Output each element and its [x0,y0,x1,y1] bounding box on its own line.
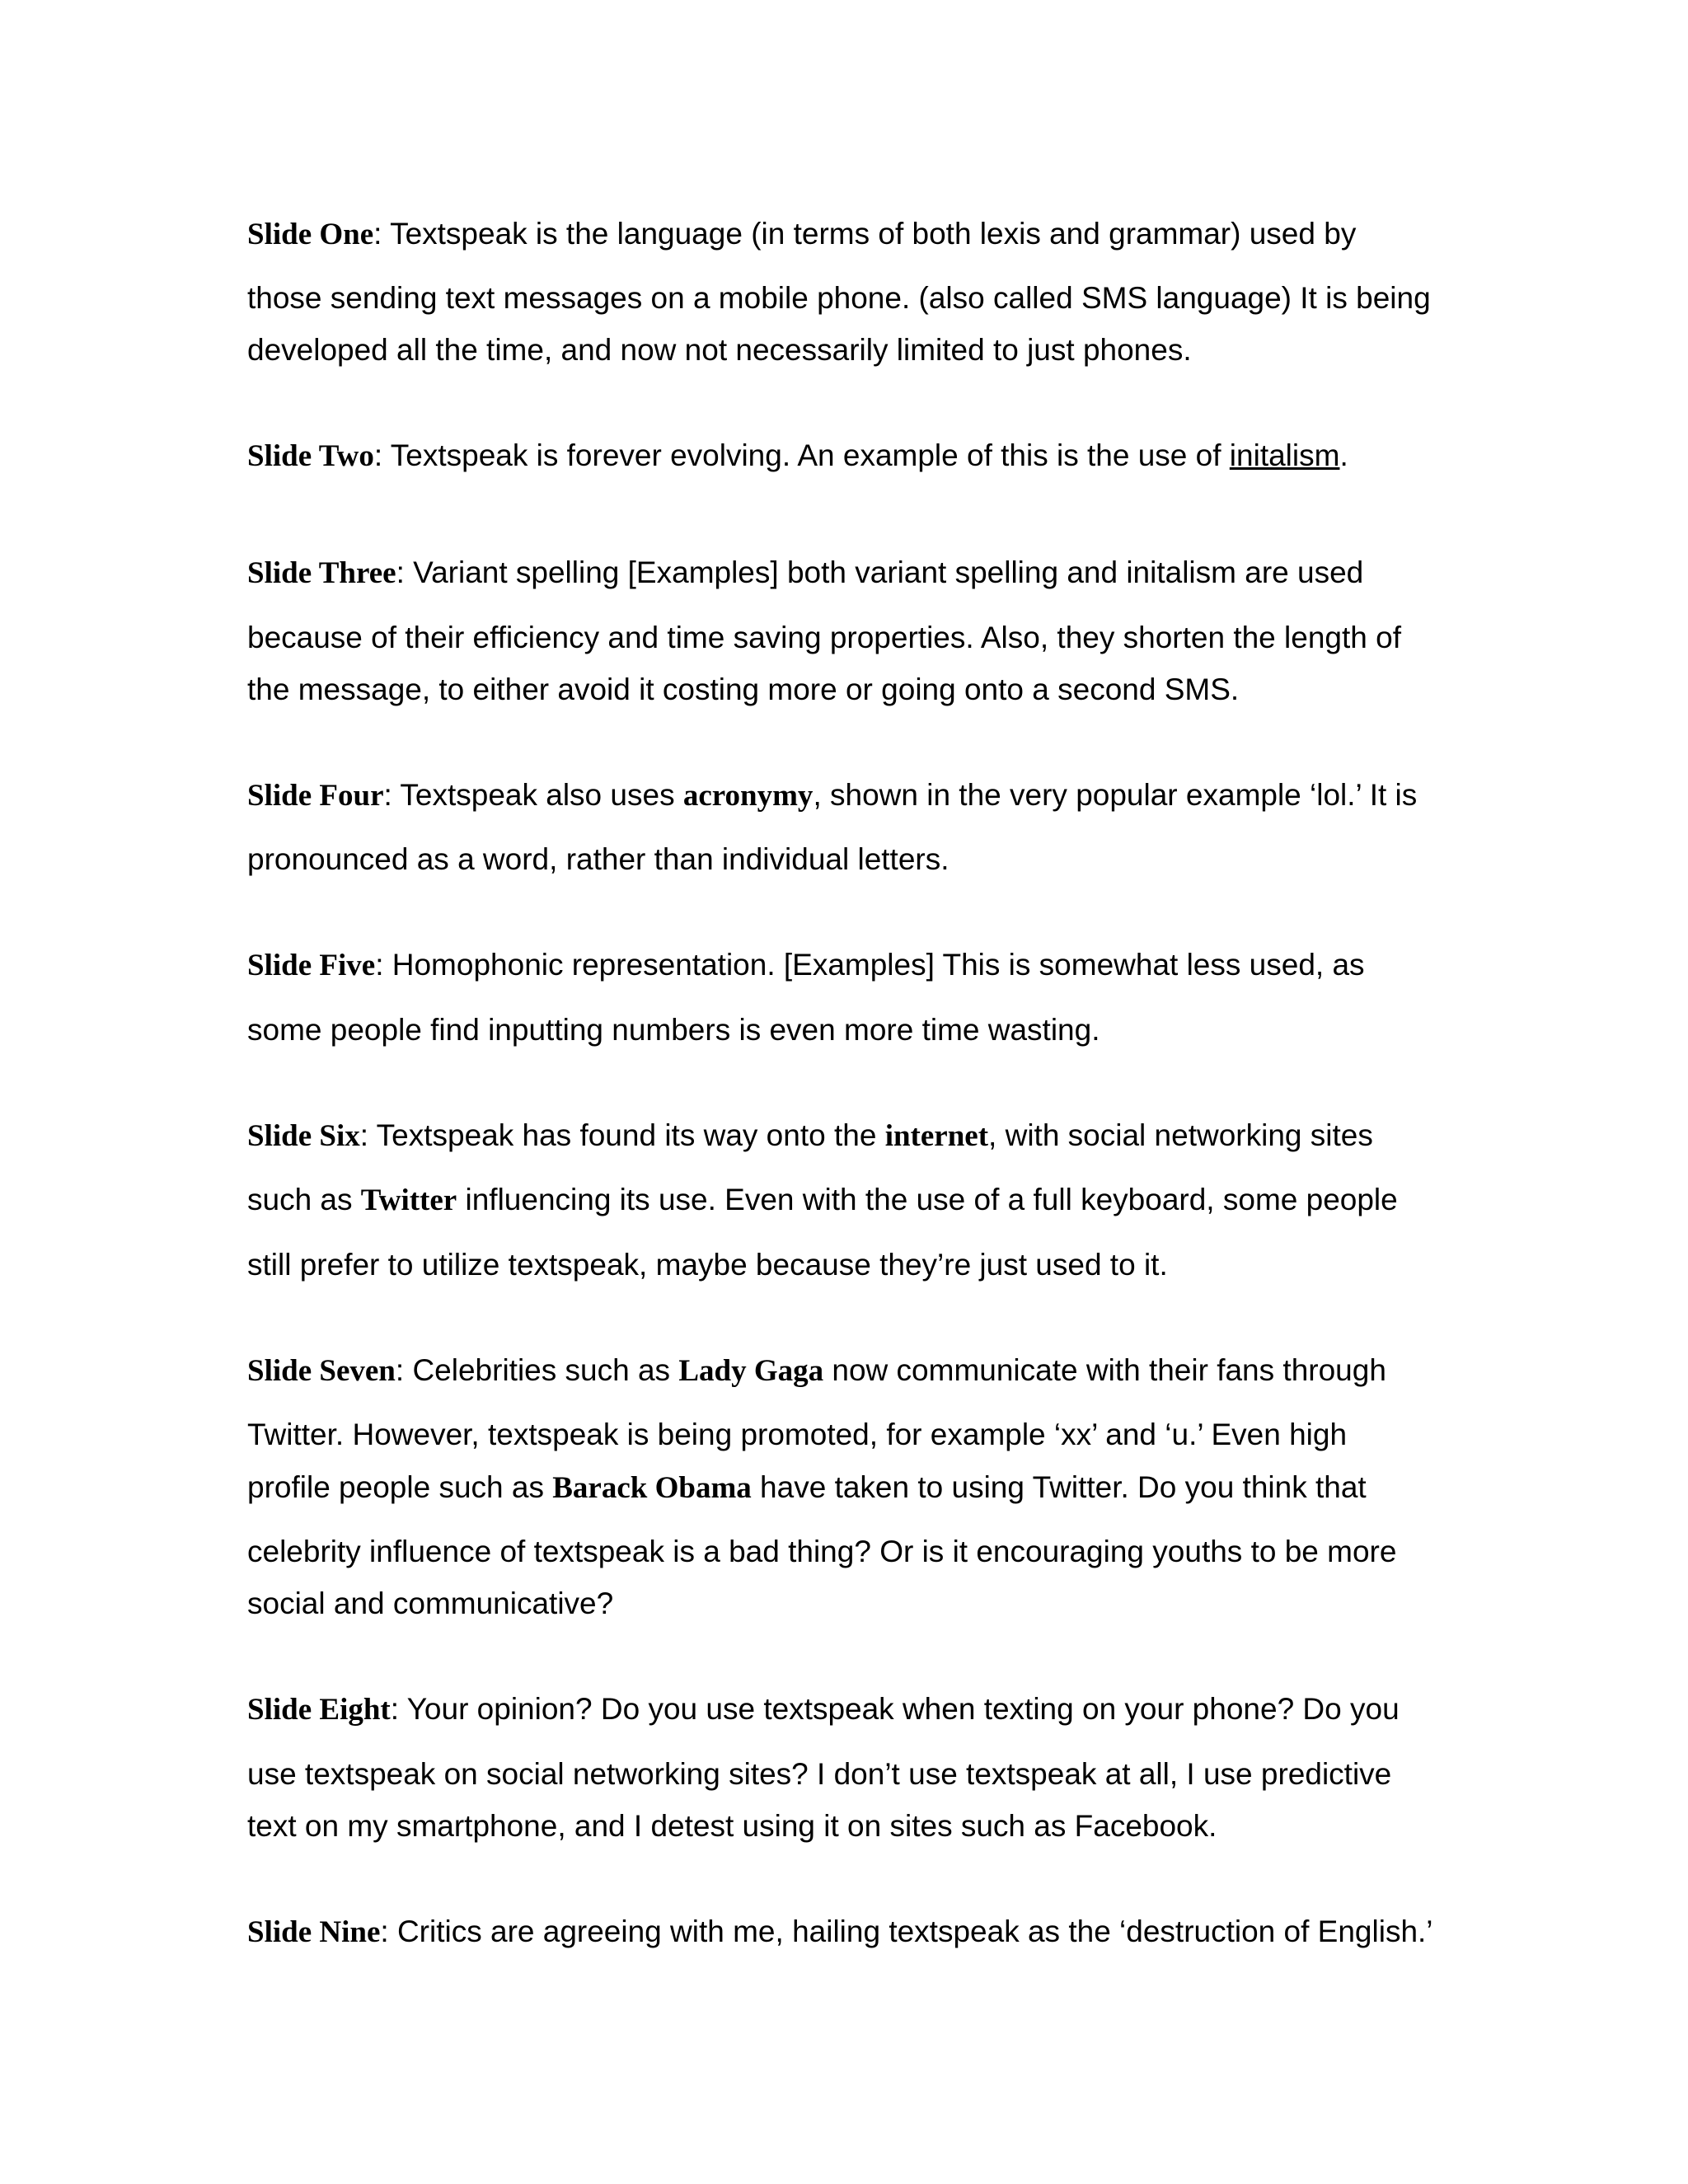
underlined-term: initalism [1229,438,1340,472]
slide-label: Slide Six [247,1119,360,1153]
body-text: celebrity influence of textspeak is a bad thing? Or is it encouraging youths to be more [247,1535,1397,1568]
body-text: profile people such as [247,1470,553,1504]
label-colon: : [383,778,392,812]
slide-eight-line-2 [247,1759,1391,1789]
slide-label: Slide Three [247,556,396,590]
body-text: have taken to using Twitter. Do you think that [751,1470,1367,1504]
slide-label: Slide Four [247,779,384,813]
body-text: Textspeak has found its way onto the [368,1118,885,1152]
slide-six-line-1 [247,1120,1373,1151]
label-colon: : [395,1353,405,1387]
body-text: text on my smartphone, and I detest using it on sites such as Facebook. [247,1809,1217,1843]
slide-label: Slide Two [247,439,374,473]
body-text: Textspeak is the language (in terms of both lexis and grammar) used by [382,217,1357,251]
body-text: , shown in the very popular example ‘lol.’ It is [813,778,1418,812]
body-text: social and communicative? [247,1586,614,1620]
label-colon: : [373,438,383,472]
body-text: pronounced as a word, rather than individual letters. [247,842,950,876]
emphasis-term: acronymy [682,779,814,813]
slide-eight-line-1 [247,1694,1400,1725]
body-text: Critics are agreeing with me, hailing textspeak as the ‘destruction of English.’ [388,1915,1433,1948]
slide-five-line-1 [247,949,1365,981]
body-text: such as [247,1183,361,1216]
slide-label: Slide Five [247,949,376,982]
body-text: developed all the time, and now not necessarily limited to just phones. [247,333,1192,367]
body-text: Textspeak also uses [392,778,683,812]
slide-six-line-3 [247,1249,1168,1280]
slide-three-line-3 [247,674,1239,705]
body-text: because of their efficiency and time saving properties. Also, they shorten the length of [247,621,1401,654]
body-text: Homophonic representation. [Examples] This is somewhat less used, as [383,948,1365,982]
label-colon: : [390,1692,400,1726]
slide-three-line-1 [247,557,1363,588]
slide-one-line-1 [247,218,1356,250]
label-colon: : [396,555,405,589]
body-text: those sending text messages on a mobile phone. (also called SMS language) It is being [247,281,1431,315]
slide-two-line-1 [247,440,1348,471]
slide-label: Slide Seven [247,1354,396,1388]
slide-six-line-2 [247,1184,1398,1216]
slide-four-line-1 [247,780,1417,811]
label-colon: : [375,948,384,982]
body-text: . [1339,438,1348,472]
label-colon: : [380,1915,389,1948]
body-text: influencing its use. Even with the use of a full keyboard, some people [457,1183,1398,1216]
body-text: Variant spelling [Examples] both variant spelling and initalism are used [404,555,1364,589]
body-text: , with social networking sites [988,1118,1373,1152]
slide-four-line-2 [247,844,950,874]
body-text: now communicate with their fans through [823,1353,1386,1387]
body-text: Your opinion? Do you use textspeak when texting on your phone? Do you [399,1692,1400,1726]
label-colon: : [373,217,382,251]
slide-seven-line-3 [247,1472,1367,1503]
body-text: the message, to either avoid it costing more or going onto a second SMS. [247,673,1240,706]
body-text: Textspeak is forever evolving. An example of this is the use of [382,438,1230,472]
slide-one-line-3 [247,335,1192,365]
emphasis-term: Barack Obama [552,1471,752,1505]
label-colon: : [359,1118,369,1152]
emphasis-term: Lady Gaga [678,1354,824,1388]
body-text: Celebrities such as [404,1353,679,1387]
emphasis-term: internet [884,1119,989,1153]
body-text: use textspeak on social networking sites? I don’t use textspeak at all, I use predictive [247,1757,1392,1791]
slide-five-line-2 [247,1015,1100,1045]
slide-seven-line-1 [247,1355,1386,1386]
slide-seven-line-5 [247,1588,613,1619]
slide-seven-line-4 [247,1536,1396,1567]
body-text: Twitter. However, textspeak is being promoted, for example ‘xx’ and ‘u.’ Even high [247,1418,1348,1451]
slide-one-line-2 [247,283,1431,313]
slide-label: Slide Eight [247,1693,391,1727]
slide-label: Slide One [247,218,374,251]
body-text: still prefer to utilize textspeak, maybe because they’re just used to it. [247,1248,1168,1282]
body-text: some people find inputting numbers is even more time wasting. [247,1013,1100,1047]
slide-eight-line-3 [247,1811,1217,1841]
slide-seven-line-2 [247,1419,1347,1450]
emphasis-term: Twitter [360,1183,457,1217]
slide-label: Slide Nine [247,1915,381,1949]
slide-three-line-2 [247,622,1401,653]
slide-nine-line-1 [247,1916,1433,1947]
